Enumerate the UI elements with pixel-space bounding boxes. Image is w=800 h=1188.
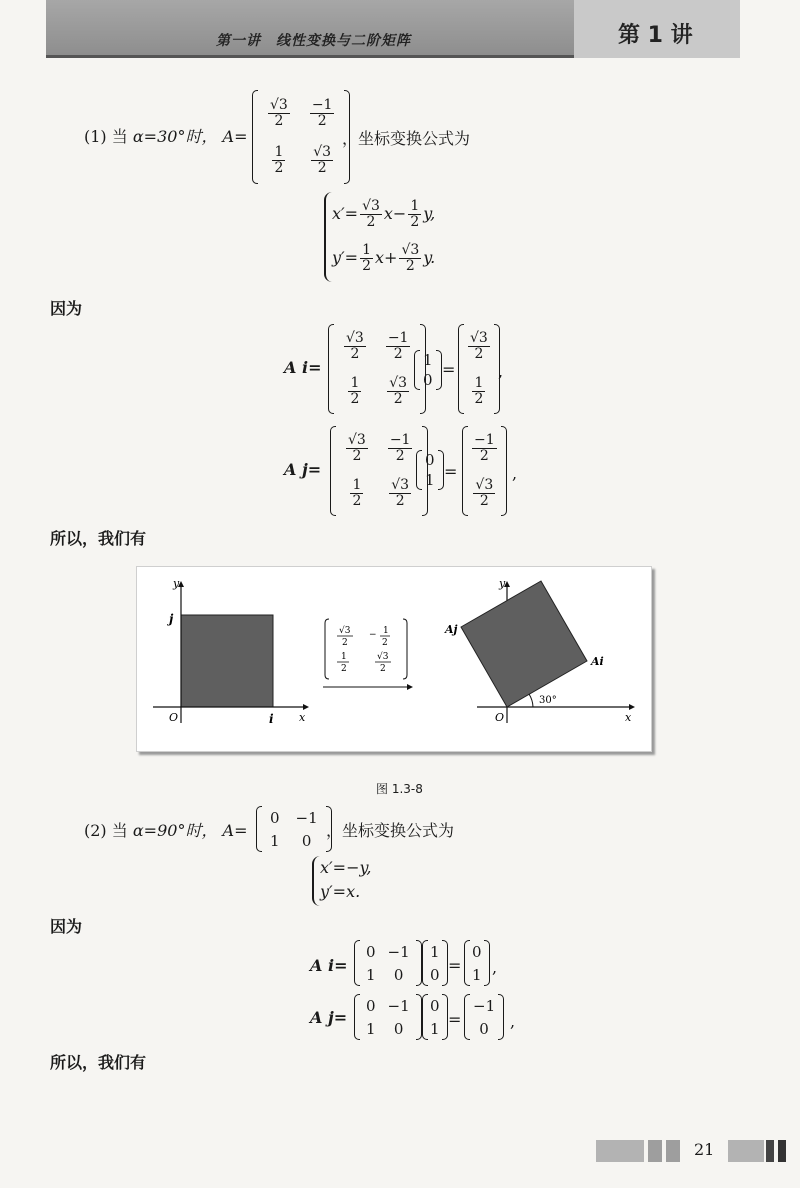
left-x-label: x	[299, 711, 306, 724]
eq2-ai-lhs: A i=	[310, 956, 348, 975]
eq2-aj-result	[464, 994, 504, 1040]
figure-svg	[137, 567, 653, 753]
angle-label: 30°	[539, 695, 557, 706]
left-y-label: y	[173, 577, 180, 590]
eq2-ai-r1: 0	[472, 942, 482, 961]
part2-A: A=	[222, 821, 248, 840]
part2-when: 当	[111, 821, 128, 840]
eq2-ai-result	[464, 940, 490, 986]
m21-num: 1	[274, 144, 284, 161]
eq2-ai-matrix: 0 −1 1 0	[354, 940, 422, 986]
eq-aj-equals: =	[444, 462, 458, 481]
eq-ai-vector-i	[414, 350, 442, 390]
transform-matrix	[325, 619, 407, 679]
eq-ai-result: $\frac{√3}{2}$ $\frac{1}{2}$	[458, 324, 500, 414]
svg-text:1: 1	[341, 652, 347, 662]
chapter-tab-label: 第 1 讲	[618, 23, 693, 48]
left-x-arrow-icon	[303, 704, 309, 710]
footer-bar-2	[648, 1140, 662, 1162]
p2-m11: 0	[270, 808, 280, 827]
angle-arc	[529, 694, 533, 707]
f1-l1-a: x−	[383, 204, 407, 223]
left-origin-label: O	[169, 711, 179, 724]
footer-bar-1	[596, 1140, 644, 1162]
right-x-label: x	[625, 711, 632, 724]
footer-bar-4	[728, 1140, 764, 1162]
p2-m21: 1	[270, 831, 280, 850]
part2-angle: α=90°时，	[132, 821, 218, 840]
part2-matrix	[256, 806, 332, 852]
figure-caption: 图 1.3-8	[376, 782, 423, 796]
eq2-ai-comma: ,	[492, 958, 498, 977]
eq-aj-comma: ,	[512, 464, 518, 483]
formula1-line1: x′= $\frac{√3}{2}$ x− $\frac{1}{2}$ y,	[332, 198, 436, 230]
because-label-1: 因为	[50, 299, 83, 318]
eq-ai-comma: ,	[498, 362, 504, 381]
chapter-subtitle: 第一讲 线性变换与二阶矩阵	[216, 33, 411, 49]
part2-number: (2)	[84, 821, 107, 840]
svg-text:2: 2	[382, 638, 388, 648]
formula2-line2: y′=x.	[320, 882, 361, 901]
rotated-square	[461, 581, 587, 707]
svg-text:1: 1	[383, 626, 389, 636]
eq-aj-matrix: $\frac{√3}{2}$ $\frac{-1}{2}$ $\frac{1}{2}$ $\frac{√3}{2}$	[330, 426, 428, 516]
left-j-label: j	[169, 612, 174, 626]
f1-l2-b: y.	[423, 248, 436, 267]
unit-square	[181, 615, 273, 707]
so-label-2: 所以，我们有	[50, 1053, 147, 1072]
eq2-ai-equals: =	[448, 956, 462, 975]
eq2-aj-equals: =	[448, 1010, 462, 1029]
footer-bar-5	[766, 1140, 774, 1162]
right-x-arrow-icon	[629, 704, 635, 710]
eq2-ai-r2: 1	[472, 965, 482, 984]
right-aj-label: Aj	[445, 623, 458, 636]
formula1-brace	[324, 192, 435, 282]
eq2-aj-r2: 0	[479, 1019, 489, 1038]
eq2-aj-comma: ,	[510, 1012, 516, 1031]
svg-text:2: 2	[380, 664, 386, 674]
left-i-label: i	[269, 712, 274, 726]
svg-text:2: 2	[341, 664, 347, 674]
part1-label	[84, 124, 248, 147]
formula1-line2: y′= $\frac{1}{2}$ x+ $\frac{√3}{2}$ y.	[332, 242, 436, 274]
f1-l1-b: y,	[423, 204, 436, 223]
part1-angle: α=30°时，	[132, 127, 218, 146]
vi-1: 1	[423, 351, 433, 369]
eq2-aj-matrix: 0 −1 1 0	[354, 994, 422, 1040]
svg-text:2: 2	[342, 638, 348, 648]
because-label-2: 因为	[50, 917, 83, 936]
eq2-aj-vector: 0 1	[422, 994, 448, 1040]
eq2-aj-lhs: A j=	[310, 1008, 348, 1027]
vj-1: 0	[425, 451, 435, 469]
formula2-brace	[312, 856, 371, 906]
figure-1-3-8	[136, 566, 652, 752]
svg-text:√3: √3	[339, 626, 351, 636]
eq-aj-vector-j	[416, 450, 444, 490]
f1-l2-a: x+	[375, 248, 398, 267]
eq2-ai-vector: 1 0	[422, 940, 448, 986]
svg-text:−: −	[369, 630, 377, 640]
eq-ai-matrix: $\frac{√3}{2}$ $\frac{-1}{2}$ $\frac{1}{2}$ $\frac{√3}{2}$	[328, 324, 426, 414]
so-label-1: 所以，我们有	[50, 529, 147, 548]
part1-matrix	[252, 90, 350, 184]
vj-2: 1	[425, 471, 435, 489]
p2-m12: −1	[295, 808, 318, 827]
transform-arrow-icon	[407, 684, 413, 690]
m22-den: 2	[317, 160, 327, 176]
m11-den: 2	[274, 113, 284, 129]
f1-l2-lhs: y′=	[332, 248, 359, 267]
right-ai-label: Ai	[591, 655, 604, 668]
part1-when: 当	[111, 127, 128, 146]
m22-num: √3	[313, 144, 332, 161]
footer-bar-3	[666, 1140, 680, 1162]
m21-den: 2	[274, 160, 284, 176]
f1-l1-lhs: x′=	[332, 204, 359, 223]
formula2-line1: x′=−y,	[320, 858, 372, 877]
part1-tail: ，坐标变换公式为	[342, 129, 471, 148]
p2-m22: 0	[301, 831, 312, 850]
right-y-label: y	[499, 577, 506, 590]
vi-2: 0	[423, 371, 433, 389]
part1-A: A=	[222, 127, 248, 146]
eq-ai-equals: =	[442, 360, 456, 379]
eq-ai-lhs: A i=	[284, 358, 322, 377]
right-origin-label: O	[495, 711, 505, 724]
page-number: 21	[694, 1140, 715, 1159]
svg-text:√3: √3	[377, 652, 389, 662]
eq2-aj-r1: −1	[473, 996, 496, 1015]
part1-number: (1)	[84, 127, 107, 146]
eq-aj-result: $\frac{-1}{2}$ $\frac{√3}{2}$	[462, 426, 507, 516]
part2-label	[84, 818, 248, 841]
part2-tail: ，坐标变换公式为	[326, 821, 455, 840]
m12-num: −1	[311, 97, 333, 114]
m11-num: √3	[270, 97, 288, 114]
eq-aj-lhs: A j=	[284, 460, 322, 479]
footer-bar-6	[778, 1140, 786, 1162]
m12-den: 2	[317, 113, 327, 129]
